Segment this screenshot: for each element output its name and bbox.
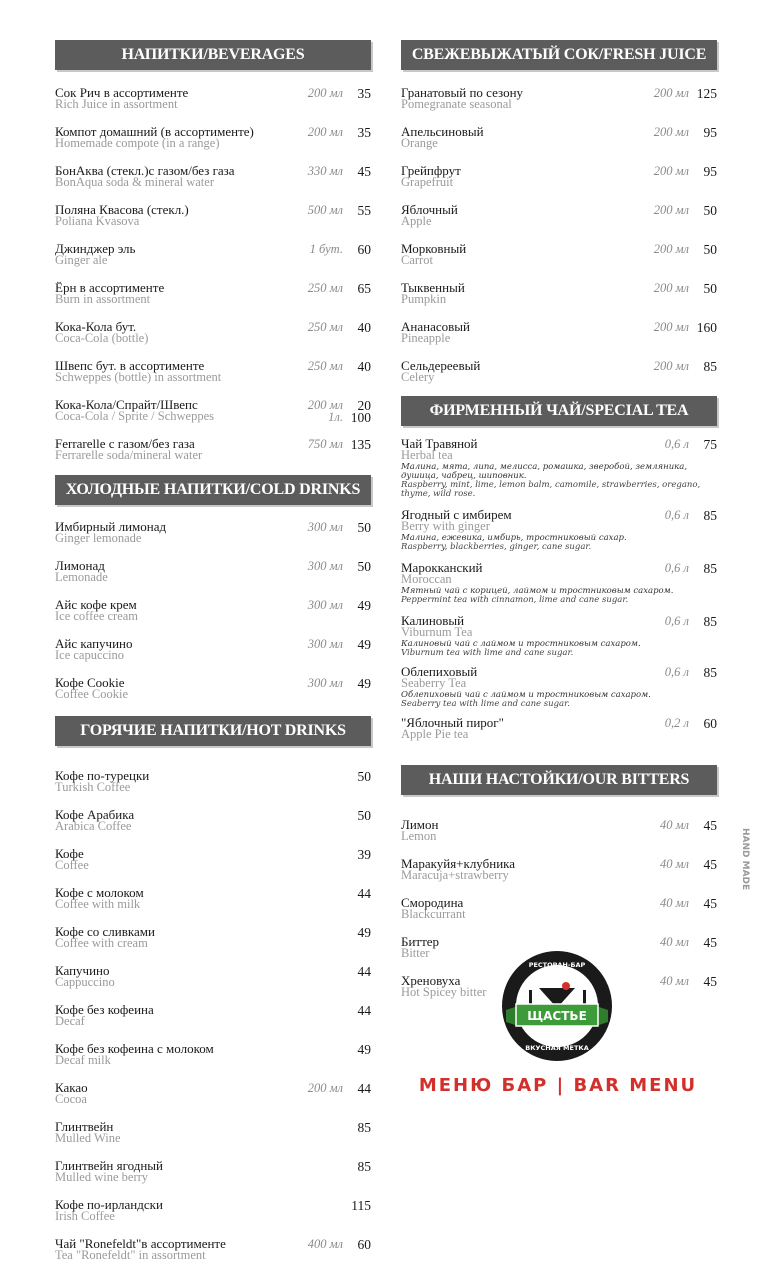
beverages-menu-item <box>55 126 371 152</box>
item-name-ru: Грейпфрут <box>401 163 461 178</box>
item-name-en: Cappuccino <box>55 975 115 989</box>
item-price: 85 <box>703 508 717 523</box>
item-name-ru: Сельдереевый <box>401 358 481 373</box>
item-name-ru: Кофе по-турецки <box>55 768 150 783</box>
tea-menu-item <box>401 615 717 658</box>
item-name-en: Apple Pie tea <box>401 727 469 741</box>
item-name-ru: Кофе без кофеина с молоком <box>55 1041 214 1056</box>
item-name-en: Homemade compote (in a range) <box>55 136 220 150</box>
item-price: 50 <box>357 520 371 535</box>
item-name-en: Turkish Coffee <box>55 780 131 794</box>
cold-menu-item <box>55 599 371 625</box>
hand-made-stamp-text: HAND MADE <box>740 828 750 891</box>
item-volume: 250 мл <box>307 359 343 373</box>
right-column <box>401 40 717 1001</box>
item-price: 45 <box>357 164 371 179</box>
item-price: 55 <box>357 203 371 218</box>
section-header-our-bitters: НАШИ НАСТОЙКИ/OUR BITTERS <box>401 765 717 795</box>
item-price: 50 <box>703 203 717 218</box>
item-name-ru: Маракуйя+клубника <box>401 856 516 871</box>
item-volume: 200 мл <box>653 164 689 178</box>
item-description-en: Raspberry, blackberries, ginger, cane sugar. <box>401 542 592 552</box>
item-name-ru: "Яблочный пирог" <box>401 715 504 730</box>
item-name-en: Rich Juice in assortment <box>55 97 178 111</box>
item-name-ru: Апельсиновый <box>401 124 484 139</box>
item-name-en: Orange <box>401 136 438 150</box>
item-name-en: Celery <box>401 370 435 384</box>
hot-menu-item <box>55 1160 371 1186</box>
tea-menu-item <box>401 438 717 499</box>
item-price: 44 <box>357 1003 371 1018</box>
item-name-en: Cocoa <box>55 1092 87 1106</box>
item-price: 49 <box>357 676 371 691</box>
item-price: 20 <box>357 398 371 413</box>
juice-menu-item <box>401 243 717 269</box>
item-name-en: Moroccan <box>401 572 452 586</box>
item-price: 160 <box>696 320 717 335</box>
cold-menu-item <box>55 638 371 664</box>
item-name-en: Decaf <box>55 1014 85 1028</box>
item-name-ru: Ягодный с имбирем <box>401 507 512 522</box>
item-volume: 200 мл <box>307 1081 343 1095</box>
item-volume: 300 мл <box>307 637 343 651</box>
item-volume: 0,6 л <box>664 665 689 679</box>
beverages-menu-item <box>55 438 371 464</box>
item-name-ru: Лимонад <box>55 558 105 573</box>
cold-menu-item <box>55 677 371 703</box>
item-name-ru: Лимон <box>401 817 439 832</box>
item-description-en: Peppermint tea with cinnamon, lime and cane sugar. <box>401 595 629 605</box>
item-volume: 250 мл <box>307 320 343 334</box>
item-price: 45 <box>703 857 717 872</box>
item-volume: 200 мл <box>653 359 689 373</box>
item-name-ru: Кофе со сливками <box>55 924 155 939</box>
item-name-en: Coffee Cookie <box>55 687 129 701</box>
item-volume-secondary: 1л. <box>328 410 343 424</box>
juice-menu-item <box>401 282 717 308</box>
item-volume: 250 мл <box>307 281 343 295</box>
item-price: 115 <box>351 1198 371 1213</box>
item-price: 95 <box>703 125 717 140</box>
item-price: 45 <box>703 818 717 833</box>
hot-menu-item <box>55 1004 371 1030</box>
item-name-en: Arabica Coffee <box>55 819 132 833</box>
item-name-en: Grapefruit <box>401 175 454 189</box>
item-price: 40 <box>357 320 371 335</box>
section-header-beverages: НАПИТКИ/BEVERAGES <box>55 40 371 70</box>
bitters-menu-item <box>401 819 717 845</box>
item-volume: 200 мл <box>307 398 343 412</box>
item-description-ru: Малина, ежевика, имбирь, тростниковый сахар. <box>401 533 627 543</box>
item-price: 85 <box>357 1120 371 1135</box>
cold-menu-item <box>55 521 371 547</box>
item-name-en: Ferrarelle soda/mineral water <box>55 448 203 462</box>
item-name-en: Coca-Cola / Sprite / Schweppes <box>55 409 214 423</box>
hot-menu-item <box>55 965 371 991</box>
item-price: 75 <box>703 437 717 452</box>
item-name-ru: Швепс бут. в ассортименте <box>55 358 205 373</box>
juice-menu-item <box>401 204 717 230</box>
item-price: 49 <box>357 598 371 613</box>
item-volume: 40 мл <box>659 935 689 949</box>
item-name-en: Coffee with cream <box>55 936 148 950</box>
logo-top-text: РЕСТОРАН-БАР <box>528 961 586 969</box>
item-name-en: Tea "Ronefeldt" in assortment <box>55 1248 206 1262</box>
item-volume: 300 мл <box>307 520 343 534</box>
item-name-ru: Гранатовый по сезону <box>401 85 524 100</box>
item-volume: 200 мл <box>653 281 689 295</box>
item-volume: 750 мл <box>307 437 343 451</box>
item-name-ru: Ferrarelle с газом/без газа <box>55 436 195 451</box>
item-name-ru: Кока-Кола бут. <box>55 319 137 334</box>
section-header-fresh-juice: СВЕЖЕВЫЖАТЫЙ СОК/FRESH JUICE <box>401 40 717 70</box>
item-price: 35 <box>357 86 371 101</box>
hot-menu-item <box>55 848 371 874</box>
beverages-menu-item <box>55 321 371 347</box>
menu-footer-title: МЕНЮ БАР | BAR MENU <box>418 1075 698 1096</box>
item-price: 125 <box>696 86 717 101</box>
item-price: 49 <box>357 925 371 940</box>
item-name-en: Decaf milk <box>55 1053 111 1067</box>
beverages-menu-item <box>55 399 371 425</box>
item-name-en: Mulled wine berry <box>55 1170 149 1184</box>
item-name-en: Hot Spicey bitter <box>401 985 487 999</box>
item-name-en: Ice coffee cream <box>55 609 139 623</box>
beverages-menu-item <box>55 282 371 308</box>
item-price: 85 <box>703 359 717 374</box>
item-price: 85 <box>703 665 717 680</box>
item-name-ru: Какао <box>55 1080 88 1095</box>
item-price: 65 <box>357 281 371 296</box>
item-price: 40 <box>357 359 371 374</box>
item-volume: 200 мл <box>307 125 343 139</box>
section-header-hot-drinks: ГОРЯЧИЕ НАПИТКИ/HOT DRINKS <box>55 716 371 746</box>
item-price: 60 <box>703 716 717 731</box>
item-description-ru: Мятный чай с корицей, лаймом и тростниковым сахаром. <box>401 586 674 596</box>
section-header-special-tea: ФИРМЕННЫЙ ЧАЙ/SPECIAL TEA <box>401 396 717 426</box>
logo-bottom-text: ВКУСНАЯ МЕТКА <box>525 1044 589 1052</box>
item-price: 60 <box>357 1237 371 1252</box>
item-price: 44 <box>357 1081 371 1096</box>
item-name-en: Herbal tea <box>401 448 453 462</box>
hot-menu-item <box>55 1121 371 1147</box>
tea-menu-item <box>401 562 717 605</box>
juice-menu-item <box>401 165 717 191</box>
item-volume: 200 мл <box>653 320 689 334</box>
item-name-en: Bitter <box>401 946 430 960</box>
item-name-en: Pomegranate seasonal <box>401 97 512 111</box>
item-name-ru: Яблочный <box>401 202 458 217</box>
restaurant-logo <box>496 948 618 1070</box>
item-price: 45 <box>703 935 717 950</box>
item-name-en: Poliana Kvasova <box>55 214 140 228</box>
item-name-ru: Глинтвейн ягодный <box>55 1158 163 1173</box>
tea-menu-item <box>401 717 717 743</box>
item-name-en: Schweppes (bottle) in assortment <box>55 370 222 384</box>
item-price-secondary: 100 <box>350 410 371 425</box>
item-name-en: Berry with ginger <box>401 519 490 533</box>
item-name-en: Seaberry Tea <box>401 676 467 690</box>
item-volume: 40 мл <box>659 857 689 871</box>
item-name-ru: Джинджер эль <box>55 241 136 256</box>
beverages-menu-item <box>55 87 371 113</box>
item-price: 85 <box>703 561 717 576</box>
item-name-ru: Ананасовый <box>401 319 470 334</box>
item-description-ru: Калиновый чай с лаймом и тростниковым сахаром. <box>401 639 641 649</box>
logo-ribbon-text: ЩАСТЬЕ <box>527 1009 587 1023</box>
item-price: 50 <box>703 281 717 296</box>
item-name-ru: Глинтвейн <box>55 1119 114 1134</box>
item-name-en: Coffee <box>55 858 89 872</box>
cold-menu-item <box>55 560 371 586</box>
item-name-ru: Капучино <box>55 963 110 978</box>
item-name-ru: Хреновуха <box>401 973 461 988</box>
item-price: 35 <box>357 125 371 140</box>
special-tea-list <box>401 438 717 743</box>
item-name-en: Lemonade <box>55 570 108 584</box>
item-name-ru: Кока-Кола/Спрайт/Швепс <box>55 397 198 412</box>
item-name-ru: Морковный <box>401 241 467 256</box>
beverages-menu-item <box>55 360 371 386</box>
item-name-en: Apple <box>401 214 432 228</box>
left-column <box>55 40 371 1264</box>
item-name-en: BonAqua soda & mineral water <box>55 175 214 189</box>
hot-menu-item <box>55 1238 371 1264</box>
item-name-en: Coca-Cola (bottle) <box>55 331 149 345</box>
item-name-en: Irish Coffee <box>55 1209 115 1223</box>
item-volume: 330 мл <box>307 164 343 178</box>
juice-menu-item <box>401 321 717 347</box>
section-header-cold-drinks: ХОЛОДНЫЕ НАПИТКИ/COLD DRINKS <box>55 475 371 505</box>
item-name-en: Maracuja+strawberry <box>401 868 509 882</box>
item-volume: 0,6 л <box>664 614 689 628</box>
item-price: 39 <box>357 847 371 862</box>
item-name-ru: Кофе с молоком <box>55 885 144 900</box>
item-volume: 0,6 л <box>664 508 689 522</box>
item-name-en: Pumpkin <box>401 292 447 306</box>
item-name-ru: Чай Травяной <box>401 436 478 451</box>
item-name-ru: Смородина <box>401 895 464 910</box>
hot-menu-item <box>55 887 371 913</box>
item-price: 50 <box>357 808 371 823</box>
item-name-ru: Марокканский <box>401 560 483 575</box>
hot-menu-item <box>55 1082 371 1108</box>
juice-menu-item <box>401 87 717 113</box>
item-volume: 0,6 л <box>664 561 689 575</box>
item-price: 135 <box>350 437 371 452</box>
item-name-ru: Калиновый <box>401 613 465 628</box>
hot-menu-item <box>55 1199 371 1225</box>
beverages-menu-item <box>55 204 371 230</box>
item-name-ru: Кофе по-ирландски <box>55 1197 163 1212</box>
item-price: 49 <box>357 1042 371 1057</box>
item-price: 45 <box>703 896 717 911</box>
item-volume: 300 мл <box>307 598 343 612</box>
juice-menu-item <box>401 360 717 386</box>
hand-made-stamp <box>736 828 750 904</box>
hot-menu-item <box>55 770 371 796</box>
item-volume: 200 мл <box>653 203 689 217</box>
item-name-ru: Айс капучино <box>55 636 133 651</box>
item-name-ru: Ёрн в ассортименте <box>55 280 165 295</box>
item-name-ru: Компот домашний (в ассортименте) <box>55 124 254 139</box>
item-price: 50 <box>357 769 371 784</box>
item-volume: 200 мл <box>653 125 689 139</box>
item-price: 60 <box>357 242 371 257</box>
item-name-ru: Имбирный лимонад <box>55 519 167 534</box>
item-price: 44 <box>357 886 371 901</box>
bitters-menu-item <box>401 897 717 923</box>
item-volume: 40 мл <box>659 818 689 832</box>
item-name-ru: Кофе Арабика <box>55 807 135 822</box>
hot-menu-item <box>55 809 371 835</box>
item-name-en: Lemon <box>401 829 437 843</box>
item-name-ru: Айс кофе крем <box>55 597 137 612</box>
item-volume: 40 мл <box>659 896 689 910</box>
item-volume: 400 мл <box>307 1237 343 1251</box>
item-volume: 200 мл <box>307 86 343 100</box>
item-volume: 300 мл <box>307 676 343 690</box>
item-price: 50 <box>703 242 717 257</box>
beverages-menu-item <box>55 165 371 191</box>
item-name-en: Coffee with milk <box>55 897 141 911</box>
fresh-juice-list <box>401 87 717 386</box>
item-description-ru: Облепиховый чай с лаймом и тростниковым сахаром. <box>401 690 651 700</box>
item-volume: 1 бут. <box>309 242 343 256</box>
item-volume: 40 мл <box>659 974 689 988</box>
item-name-en: Carrot <box>401 253 433 267</box>
item-name-en: Ice capuccino <box>55 648 125 662</box>
item-name-en: Pineapple <box>401 331 451 345</box>
cold-drinks-list <box>55 521 371 703</box>
item-name-en: Mulled Wine <box>55 1131 121 1145</box>
tea-menu-item <box>401 666 717 709</box>
beverages-list <box>55 87 371 464</box>
item-description-en: Raspberry, mint, lime, lemon balm, camomile, strawberries, oregano, thyme, wild rose. <box>401 480 701 499</box>
juice-menu-item <box>401 126 717 152</box>
item-volume: 0,2 л <box>664 716 689 730</box>
item-description-ru: Малина, мята, липа, мелисса, ромашка, зверобой, земляника, душица, чабрец, шиповник. <box>401 462 688 481</box>
hot-menu-item <box>55 926 371 952</box>
item-name-ru: Сок Рич в ассортименте <box>55 85 189 100</box>
bitters-menu-item <box>401 858 717 884</box>
item-name-ru: Чай "Ronefeldt"в ассортименте <box>55 1236 226 1251</box>
item-name-ru: Облепиховый <box>401 664 478 679</box>
item-volume: 500 мл <box>307 203 343 217</box>
item-price: 50 <box>357 559 371 574</box>
item-price: 85 <box>703 614 717 629</box>
item-name-ru: Кофе <box>55 846 84 861</box>
item-name-en: Blackcurrant <box>401 907 466 921</box>
item-volume: 0,6 л <box>664 437 689 451</box>
item-name-ru: БонАква (стекл.)с газом/без газа <box>55 163 235 178</box>
item-price: 85 <box>357 1159 371 1174</box>
item-price: 44 <box>357 964 371 979</box>
hot-drinks-list <box>55 770 371 1264</box>
item-name-ru: Кофе Cookie <box>55 675 125 690</box>
tea-menu-item <box>401 509 717 552</box>
item-volume: 200 мл <box>653 242 689 256</box>
item-price: 49 <box>357 637 371 652</box>
item-description-en: Seaberry tea with lime and cane sugar. <box>401 699 570 709</box>
item-name-en: Ginger lemonade <box>55 531 142 545</box>
item-volume: 300 мл <box>307 559 343 573</box>
item-name-ru: Тыквенный <box>401 280 465 295</box>
item-name-en: Ginger ale <box>55 253 108 267</box>
item-description-en: Viburnum tea with lime and cane sugar. <box>401 648 574 658</box>
hot-menu-item <box>55 1043 371 1069</box>
beverages-menu-item <box>55 243 371 269</box>
item-name-en: Burn in assortment <box>55 292 151 306</box>
item-name-ru: Кофе без кофеина <box>55 1002 154 1017</box>
item-price: 45 <box>703 974 717 989</box>
item-price: 95 <box>703 164 717 179</box>
item-volume: 200 мл <box>653 86 689 100</box>
item-name-ru: Биттер <box>401 934 440 949</box>
item-name-en: Viburnum Tea <box>401 625 473 639</box>
item-name-ru: Поляна Квасова (стекл.) <box>55 202 189 217</box>
